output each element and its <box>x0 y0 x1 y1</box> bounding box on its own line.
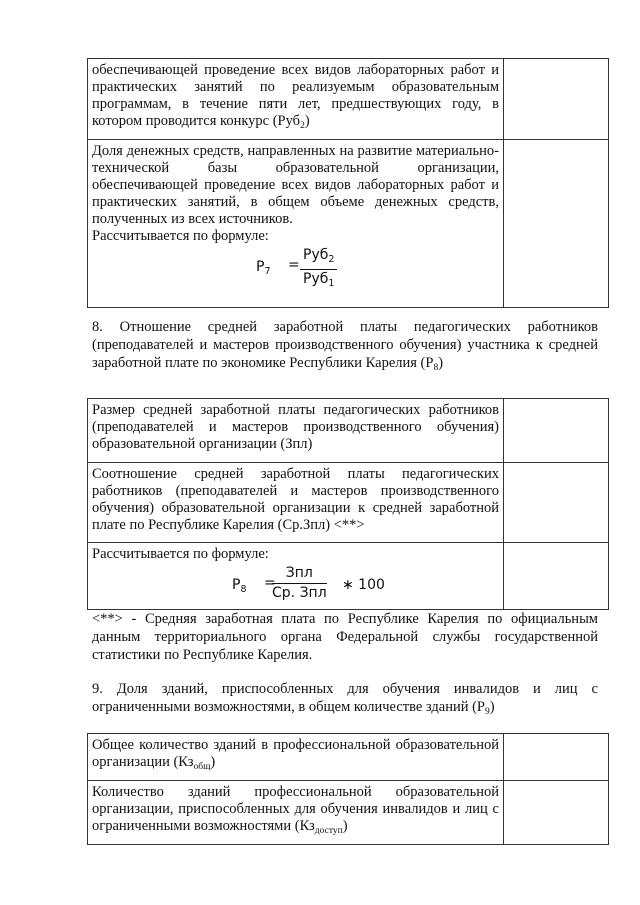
table-cell-description <box>88 734 504 781</box>
criteria-table-2 <box>87 398 609 610</box>
formula-denominator: Ср. Зпл <box>272 585 327 601</box>
formula-p7 <box>92 247 499 291</box>
row-text: Доля денежных средств, направленных на развитие материально-технической базы образовательной организации, обеспечивающей проведение всех видов лабораторных работ и практических занятий, в общем объеме денежных средств, полученных из всех источников. <box>92 143 499 227</box>
table-cell-value[interactable] <box>504 463 609 543</box>
table-cell-value[interactable] <box>504 399 609 463</box>
table-cell-description <box>88 399 504 463</box>
table-row <box>88 399 609 463</box>
formula-p8 <box>92 565 499 605</box>
table-row <box>88 140 609 308</box>
criteria-table-3 <box>87 733 609 845</box>
row-text: Количество зданий профессиональной образовательной организации, приспособленных для обучения инвалидов и лиц с ограниченными возможностями (Кз <box>92 784 499 834</box>
row-text: Общее количество зданий в профессиональной образовательной организации (Кз <box>92 737 499 770</box>
table-cell-description <box>88 59 504 140</box>
row-text: Размер средней заработной платы педагогических работников (преподавателей и мастеров производственного обучения) образовательной организации (Зпл) <box>92 402 499 452</box>
table-cell-description <box>88 463 504 543</box>
formula-numerator: Зпл <box>272 565 327 584</box>
table-row <box>88 781 609 845</box>
row-text-end: ) <box>210 754 216 770</box>
table-cell-value[interactable] <box>504 140 609 308</box>
formula-multiplier: ∗ 100 <box>342 577 385 593</box>
table-row <box>88 463 609 543</box>
footnote: <**> - Средняя заработная плата по Республике Карелия по официальным данным территориального органа Федеральной службы государственной статистики по Республике Карелия. <box>92 611 598 663</box>
formula-lhs: $Р_7$ <box>256 259 271 277</box>
formula-intro: Рассчитывается по формуле: <box>92 228 269 244</box>
table-cell-value[interactable] <box>504 781 609 845</box>
formula-fraction <box>300 247 337 292</box>
row-text: Соотношение средней заработной платы педагогических работников (преподавателей и мастеров производственного обучения) образовательной организации к средней заработной плате по Республике Карелия (Ср.Зпл) <**> <box>92 466 499 533</box>
formula-numerator: Руб$_2$ <box>300 247 337 270</box>
formula-denominator: Руб$_1$ <box>303 271 335 289</box>
table-row <box>88 59 609 140</box>
subscript: общ <box>193 762 211 772</box>
subscript: доступ <box>314 826 343 836</box>
table-cell-description <box>88 140 504 308</box>
table-cell-value[interactable] <box>504 543 609 610</box>
table-row <box>88 734 609 781</box>
table-row <box>88 543 609 610</box>
criteria-table-1 <box>87 58 609 308</box>
formula-fraction <box>272 565 327 602</box>
formula-intro: Рассчитывается по формуле: <box>92 546 269 562</box>
formula-equals: = <box>288 257 300 273</box>
formula-lhs: $Р_8$ <box>232 577 247 595</box>
table-cell-description <box>88 543 504 610</box>
row-text-end: ) <box>304 113 310 129</box>
row-text: обеспечивающей проведение всех видов лабораторных работ и практических занятий по реализуемым образовательным программам, в течение пяти лет, предшествующих году, в котором проводится конкурс (Руб <box>92 62 499 129</box>
row-text-end: ) <box>342 818 348 834</box>
table-cell-description <box>88 781 504 845</box>
section-8-heading: 8. Отношение средней заработной платы педагогических работников (преподавателей и мастеров производственного обучения) участника к средней заработной плате по экономике Республики Карелия $(Р_8)$ <box>92 319 598 373</box>
section-9-heading: 9. Доля зданий, приспособленных для обучения инвалидов и лиц с ограниченными возможностями, в общем количестве зданий $(Р_9)$ <box>92 681 598 717</box>
formula-equals: = <box>264 575 276 591</box>
table-cell-value[interactable] <box>504 734 609 781</box>
table-cell-value[interactable] <box>504 59 609 140</box>
subscript: 2 <box>300 121 305 131</box>
